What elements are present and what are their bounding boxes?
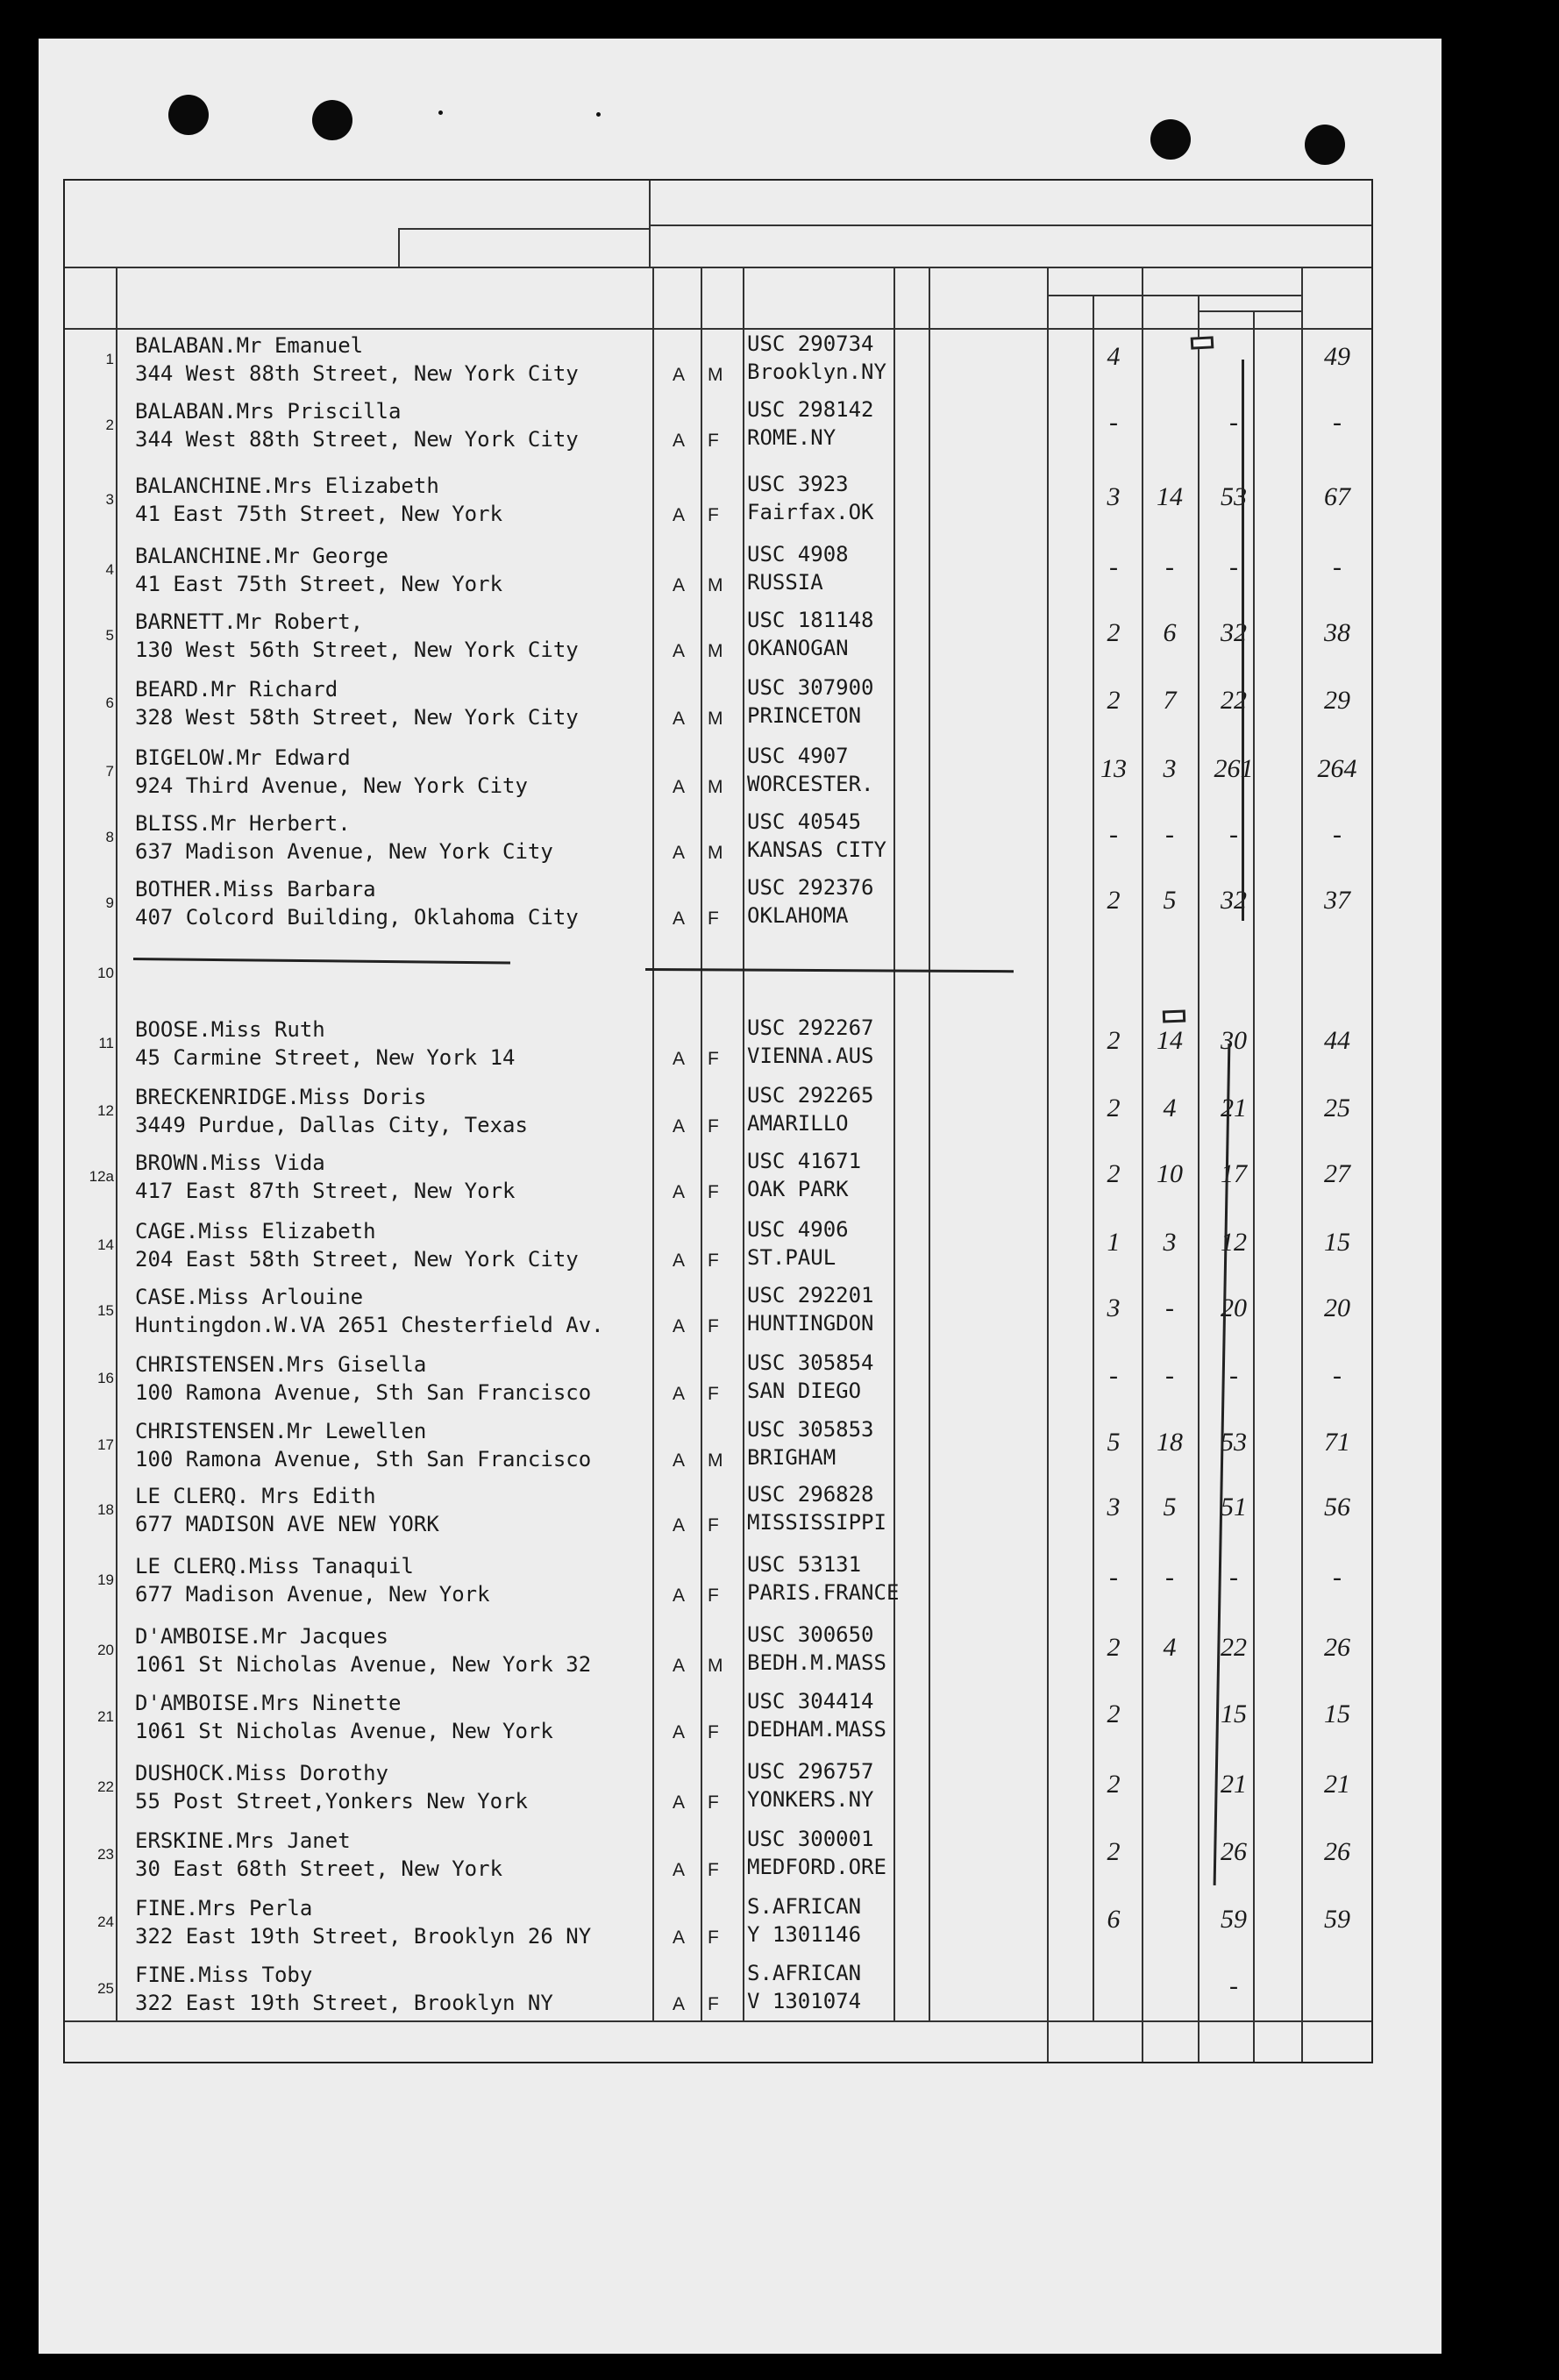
baggage-free: 261: [1214, 754, 1254, 783]
passenger-name: CHRISTENSEN.Mr Lewellen: [135, 1419, 427, 1443]
passenger-address: 30 East 68th Street, New York: [135, 1856, 503, 1881]
baggage-free: -: [1229, 1563, 1238, 1592]
passport-nationality: VIENNA.AUS: [747, 1044, 874, 1068]
weight-reg: 7: [1163, 686, 1177, 715]
passenger-name: BOOSE.Miss Ruth: [135, 1017, 325, 1042]
baggage-total: 38: [1324, 618, 1350, 647]
baggage-total: 59: [1324, 1905, 1350, 1934]
passport-number: USC 3923: [747, 472, 849, 496]
sex-value: F: [708, 1316, 719, 1336]
age-value: A: [673, 1384, 686, 1404]
passport-number: USC 292201: [747, 1283, 874, 1308]
bag-count: 2: [1107, 1026, 1121, 1055]
row-number: 15: [97, 1302, 114, 1319]
bag-count: 3: [1107, 1293, 1121, 1322]
age-value: A: [673, 575, 686, 595]
age-value: A: [673, 1251, 686, 1271]
baggage-total: 71: [1324, 1428, 1350, 1457]
baggage-free: 17: [1221, 1159, 1247, 1188]
age-value: A: [673, 709, 686, 729]
passport-number: USC 290734: [747, 331, 874, 356]
weight-reg: -: [1165, 552, 1174, 581]
passenger-name: BALABAN.Mr Emanuel: [135, 333, 364, 358]
weight-reg: -: [1165, 1361, 1174, 1390]
age-value: A: [673, 1722, 686, 1742]
passenger-address: 328 West 58th Street, New York City: [135, 705, 579, 730]
punch-hole: [1305, 125, 1345, 165]
passport-number: USC 307900: [747, 675, 874, 700]
baggage-total: -: [1333, 408, 1342, 437]
row-number: 25: [97, 1980, 114, 1997]
baggage-free: 53: [1221, 1428, 1247, 1457]
bag-count: 13: [1100, 754, 1127, 783]
passport-nationality: OAK PARK: [747, 1177, 849, 1201]
passport-number: USC 305853: [747, 1417, 874, 1442]
passenger-name: BALANCHINE.Mrs Elizabeth: [135, 474, 439, 498]
bag-count: 2: [1107, 686, 1121, 715]
bag-count: -: [1109, 1563, 1118, 1592]
baggage-total: 44: [1324, 1026, 1350, 1055]
passenger-address: 45 Carmine Street, New York 14: [135, 1045, 516, 1070]
row-number: 18: [97, 1501, 114, 1518]
passport-number: USC 4908: [747, 542, 849, 566]
passport-number: USC 292267: [747, 1015, 874, 1040]
speck: [596, 112, 601, 117]
passport-nationality: Brooklyn.NY: [747, 360, 886, 384]
passenger-name: DUSHOCK.Miss Dorothy: [135, 1761, 388, 1785]
row-number: 11: [98, 1035, 114, 1051]
passenger-address: 100 Ramona Avenue, Sth San Francisco: [135, 1447, 592, 1471]
row-number: 5: [105, 627, 114, 644]
bag-count: 1: [1107, 1228, 1121, 1257]
sex-value: M: [708, 777, 723, 797]
passport-nationality: BRIGHAM: [747, 1445, 836, 1470]
passport-number: S.AFRICAN: [747, 1894, 862, 1919]
passenger-address: 55 Post Street,Yonkers New York: [135, 1789, 528, 1814]
passenger-name: LE CLERQ.Miss Tanaquil: [135, 1554, 414, 1578]
passport-number: USC 41671: [747, 1149, 862, 1173]
age-value: A: [673, 1515, 686, 1536]
sex-value: F: [708, 1928, 719, 1948]
baggage-total: 56: [1324, 1493, 1350, 1521]
bag-count: 2: [1107, 1159, 1121, 1188]
bag-count: 6: [1107, 1905, 1121, 1934]
row-number: 17: [97, 1436, 114, 1453]
passport-nationality: ROME.NY: [747, 425, 836, 450]
passport-nationality: PRINCETON: [747, 703, 862, 728]
passenger-address: Huntingdon.W.VA 2651 Chesterfield Av.: [135, 1313, 604, 1337]
passport-nationality: Y 1301146: [747, 1922, 862, 1947]
age-value: A: [673, 505, 686, 525]
row-number: 23: [97, 1846, 114, 1863]
baggage-free: 22: [1221, 686, 1247, 715]
baggage-free: 15: [1221, 1699, 1247, 1728]
sex-value: F: [708, 1251, 719, 1271]
passenger-name: FINE.Mrs Perla: [135, 1896, 313, 1920]
baggage-free: -: [1229, 1361, 1238, 1390]
passenger-name: BARNETT.Mr Robert,: [135, 609, 364, 634]
age-value: A: [673, 1860, 686, 1880]
row-number: 22: [97, 1778, 114, 1795]
passenger-name: BEARD.Mr Richard: [135, 677, 338, 702]
passport-nationality: YONKERS.NY: [747, 1787, 874, 1812]
row-number: 20: [97, 1642, 114, 1658]
passenger-address: 322 East 19th Street, Brooklyn 26 NY: [135, 1924, 592, 1949]
passport-number: USC 296828: [747, 1482, 874, 1507]
passenger-address: 322 East 19th Street, Brooklyn NY: [135, 1991, 553, 2015]
age-value: A: [673, 1656, 686, 1676]
passenger-name: LE CLERQ. Mrs Edith: [135, 1484, 376, 1508]
passenger-address: 677 MADISON AVE NEW YORK: [135, 1512, 439, 1536]
passenger-name: BROWN.Miss Vida: [135, 1151, 325, 1175]
passenger-address: 130 West 56th Street, New York City: [135, 638, 579, 662]
sex-value: M: [708, 709, 723, 729]
speck: [438, 110, 443, 115]
bag-count: 2: [1107, 886, 1121, 915]
baggage-free: 12: [1221, 1228, 1247, 1257]
weight-reg: 14: [1157, 482, 1183, 511]
passport-number: USC 4907: [747, 744, 849, 768]
check-stroke: [1242, 360, 1244, 921]
passport-number: S.AFRICAN: [747, 1961, 862, 1985]
sex-value: M: [708, 365, 723, 385]
passport-nationality: SAN DIEGO: [747, 1379, 862, 1403]
age-value: A: [673, 1116, 686, 1137]
age-value: A: [673, 843, 686, 863]
weight-reg: 18: [1157, 1428, 1183, 1457]
passport-number: USC 305854: [747, 1350, 874, 1375]
weight-reg: -: [1165, 820, 1174, 849]
baggage-total: 67: [1324, 482, 1350, 511]
passport-number: USC 40545: [747, 809, 862, 834]
weight-reg: 6: [1163, 618, 1177, 647]
bag-count: 2: [1107, 1094, 1121, 1122]
row-number: 12a: [89, 1168, 114, 1185]
age-value: A: [673, 909, 686, 929]
age-value: A: [673, 641, 686, 661]
row-number: 8: [105, 829, 114, 845]
passenger-name: BALABAN.Mrs Priscilla: [135, 399, 402, 424]
baggage-total: -: [1333, 820, 1342, 849]
passport-number: USC 304414: [747, 1689, 874, 1714]
baggage-free: -: [1229, 552, 1238, 581]
row-number: 14: [97, 1236, 114, 1253]
bag-count: -: [1109, 408, 1118, 437]
baggage-total: 29: [1324, 686, 1350, 715]
baggage-total: 15: [1324, 1699, 1350, 1728]
bag-count: 2: [1107, 1633, 1121, 1662]
baggage-total: 20: [1324, 1293, 1350, 1322]
passport-nationality: DEDHAM.MASS: [747, 1717, 886, 1742]
sex-value: F: [708, 1792, 719, 1813]
bag-count: 3: [1107, 482, 1121, 511]
age-value: A: [673, 1585, 686, 1606]
baggage-free: 30: [1221, 1026, 1247, 1055]
sex-value: F: [708, 909, 719, 929]
sex-value: M: [708, 1450, 723, 1471]
passport-number: USC 300001: [747, 1827, 874, 1851]
weight-reg: 4: [1163, 1094, 1177, 1122]
row-number: 7: [105, 763, 114, 780]
bag-count: 4: [1107, 342, 1121, 371]
passenger-address: 41 East 75th Street, New York: [135, 572, 503, 596]
bag-count: 2: [1107, 1837, 1121, 1866]
sex-value: F: [708, 505, 719, 525]
sex-value: F: [708, 1116, 719, 1137]
passenger-address: 1061 St Nicholas Avenue, New York: [135, 1719, 553, 1743]
passenger-name: BRECKENRIDGE.Miss Doris: [135, 1085, 427, 1109]
baggage-free: 26: [1221, 1837, 1247, 1866]
baggage-free: 51: [1221, 1493, 1247, 1521]
row-number: 24: [97, 1913, 114, 1930]
baggage-total: 26: [1324, 1633, 1350, 1662]
passenger-address: 924 Third Avenue, New York City: [135, 773, 528, 798]
passenger-address: 344 West 88th Street, New York City: [135, 361, 579, 386]
passport-nationality: OKLAHOMA: [747, 903, 849, 928]
passenger-address: 637 Madison Avenue, New York City: [135, 839, 553, 864]
passport-nationality: PARIS.FRANCE: [747, 1580, 900, 1605]
passport-nationality: MISSISSIPPI: [747, 1510, 886, 1535]
weight-reg: 3: [1163, 1228, 1177, 1257]
sex-value: F: [708, 1182, 719, 1202]
passport-nationality: AMARILLO: [747, 1111, 849, 1136]
row-number: 4: [105, 561, 114, 578]
passport-number: USC 296757: [747, 1759, 874, 1784]
weight-reg: 5: [1163, 886, 1177, 915]
sex-value: F: [708, 1049, 719, 1069]
sex-value: M: [708, 1656, 723, 1676]
baggage-total: 21: [1324, 1770, 1350, 1799]
passport-nationality: WORCESTER.: [747, 772, 874, 796]
passport-number: USC 292376: [747, 875, 874, 900]
bag-count: -: [1109, 1361, 1118, 1390]
passenger-name: BALANCHINE.Mr George: [135, 544, 388, 568]
passport-nationality: MEDFORD.ORE: [747, 1855, 886, 1879]
sex-value: F: [708, 1994, 719, 2014]
passport-number: USC 181148: [747, 608, 874, 632]
passenger-address: 417 East 87th Street, New York: [135, 1179, 516, 1203]
passenger-name: BIGELOW.Mr Edward: [135, 745, 351, 770]
age-value: A: [673, 1182, 686, 1202]
weight-reg: 3: [1163, 754, 1177, 783]
passport-number: USC 300650: [747, 1622, 874, 1647]
passport-nationality: HUNTINGDON: [747, 1311, 874, 1336]
passenger-address: 407 Colcord Building, Oklahoma City: [135, 905, 579, 930]
passenger-address: 204 East 58th Street, New York City: [135, 1247, 579, 1272]
sex-value: M: [708, 843, 723, 863]
sex-value: F: [708, 431, 719, 451]
baggage-free: -: [1229, 820, 1238, 849]
age-value: A: [673, 1994, 686, 2014]
punch-hole: [168, 95, 209, 135]
sex-value: F: [708, 1722, 719, 1742]
row-number: 6: [105, 695, 114, 711]
baggage-total: 264: [1317, 754, 1357, 783]
punch-hole: [1150, 119, 1191, 160]
baggage-total: -: [1333, 1361, 1342, 1390]
sex-value: F: [708, 1515, 719, 1536]
baggage-total: 26: [1324, 1837, 1350, 1866]
weight-reg: 5: [1163, 1493, 1177, 1521]
passport-nationality: V 1301074: [747, 1989, 862, 2013]
baggage-total: 15: [1324, 1228, 1350, 1257]
passenger-name: ERSKINE.Mrs Janet: [135, 1828, 351, 1853]
row-number: 1: [105, 351, 114, 367]
baggage-free: 53: [1221, 482, 1247, 511]
passenger-name: BOTHER.Miss Barbara: [135, 877, 376, 901]
age-value: A: [673, 365, 686, 385]
passport-nationality: OKANOGAN: [747, 636, 849, 660]
age-value: A: [673, 777, 686, 797]
punch-hole: [312, 100, 352, 140]
passenger-address: 1061 St Nicholas Avenue, New York 32: [135, 1652, 592, 1677]
sex-value: F: [708, 1860, 719, 1880]
baggage-total: 25: [1324, 1094, 1350, 1122]
age-value: A: [673, 1450, 686, 1471]
baggage-free: 32: [1221, 886, 1247, 915]
passenger-address: 41 East 75th Street, New York: [135, 502, 503, 526]
baggage-free: 21: [1221, 1094, 1247, 1122]
passport-nationality: RUSSIA: [747, 570, 823, 595]
baggage-total: 27: [1324, 1159, 1350, 1188]
row-number: 3: [105, 491, 114, 508]
passport-number: USC 4906: [747, 1217, 849, 1242]
passenger-name: D'AMBOISE.Mrs Ninette: [135, 1691, 402, 1715]
baggage-free: 21: [1221, 1770, 1247, 1799]
passenger-address: 3449 Purdue, Dallas City, Texas: [135, 1113, 528, 1137]
us-citizen-stamp: [1163, 1010, 1185, 1023]
row-number: 19: [97, 1571, 114, 1588]
passport-number: USC 298142: [747, 397, 874, 422]
us-citizen-stamp: [1191, 336, 1214, 349]
sex-value: M: [708, 641, 723, 661]
baggage-free: -: [1229, 1971, 1238, 2000]
baggage-total: 37: [1324, 886, 1350, 915]
weight-reg: -: [1165, 1293, 1174, 1322]
passport-nationality: BEDH.M.MASS: [747, 1650, 886, 1675]
baggage-free: 22: [1221, 1633, 1247, 1662]
row-number: 9: [105, 894, 114, 911]
weight-reg: -: [1165, 1563, 1174, 1592]
bag-count: 2: [1107, 1770, 1121, 1799]
passenger-address: 677 Madison Avenue, New York: [135, 1582, 490, 1607]
row-number: 2: [105, 417, 114, 433]
age-value: A: [673, 1049, 686, 1069]
age-value: A: [673, 431, 686, 451]
bag-count: 5: [1107, 1428, 1121, 1457]
sex-value: F: [708, 1384, 719, 1404]
baggage-free: 59: [1221, 1905, 1247, 1934]
bag-count: -: [1109, 820, 1118, 849]
passenger-address: 344 West 88th Street, New York City: [135, 427, 579, 452]
weight-reg: 10: [1157, 1159, 1183, 1188]
row-number: 16: [97, 1370, 114, 1386]
passenger-address: 100 Ramona Avenue, Sth San Francisco: [135, 1380, 592, 1405]
bag-count: 3: [1107, 1493, 1121, 1521]
weight-reg: 4: [1163, 1633, 1177, 1662]
passenger-name: CHRISTENSEN.Mrs Gisella: [135, 1352, 427, 1377]
passenger-name: CASE.Miss Arlouine: [135, 1285, 364, 1309]
weight-reg: 14: [1157, 1026, 1183, 1055]
age-value: A: [673, 1792, 686, 1813]
baggage-free: 32: [1221, 618, 1247, 647]
bag-count: -: [1109, 552, 1118, 581]
passport-nationality: Fairfax.OK: [747, 500, 874, 524]
passport-number: USC 53131: [747, 1552, 862, 1577]
baggage-total: -: [1333, 552, 1342, 581]
passenger-name: CAGE.Miss Elizabeth: [135, 1219, 376, 1243]
passport-number: USC 292265: [747, 1083, 874, 1108]
baggage-total: 49: [1324, 342, 1350, 371]
passport-nationality: ST.PAUL: [747, 1245, 836, 1270]
row-number: 21: [97, 1708, 114, 1725]
age-value: A: [673, 1316, 686, 1336]
sex-value: M: [708, 575, 723, 595]
passport-nationality: KANSAS CITY: [747, 837, 886, 862]
baggage-free: 20: [1221, 1293, 1247, 1322]
row-number: 12: [97, 1102, 114, 1119]
sex-value: F: [708, 1585, 719, 1606]
baggage-free: -: [1229, 408, 1238, 437]
row-number: 10: [97, 965, 114, 981]
baggage-total: -: [1333, 1563, 1342, 1592]
passenger-name: FINE.Miss Toby: [135, 1963, 313, 1987]
passenger-name: BLISS.Mr Herbert.: [135, 811, 351, 836]
age-value: A: [673, 1928, 686, 1948]
bag-count: 2: [1107, 1699, 1121, 1728]
bag-count: 2: [1107, 618, 1121, 647]
passenger-name: D'AMBOISE.Mr Jacques: [135, 1624, 388, 1649]
